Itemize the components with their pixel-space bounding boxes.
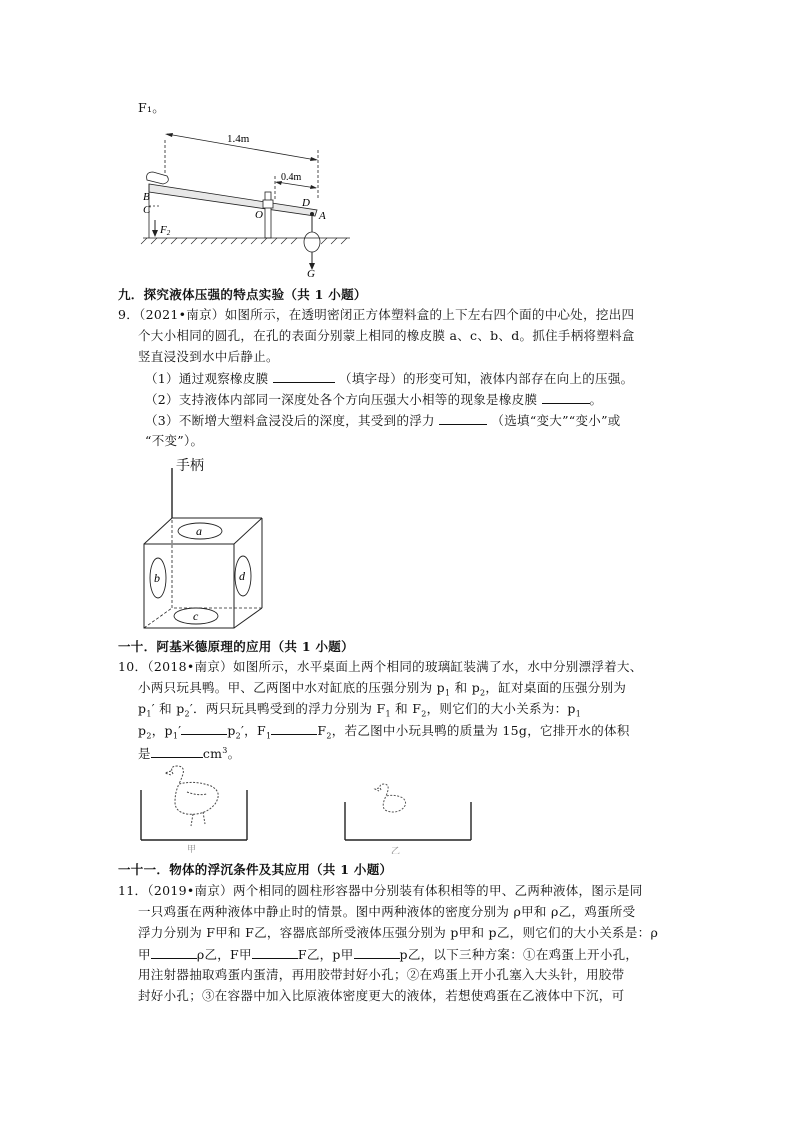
- handle-label: 手柄: [176, 458, 204, 474]
- section-9-heading: 九．探究液体压强的特点实验（共 1 小题）: [118, 287, 367, 302]
- q9-sub3-blank[interactable]: [439, 412, 487, 425]
- label-g: G: [307, 268, 315, 280]
- q11-line-6: 封好小孔；③在容器中加入比原液体密度更大的液体，若想使鸡蛋在乙液体中下沉，可: [138, 988, 625, 1003]
- label-a: A: [319, 210, 326, 222]
- q10-line-3: $p_1'$ 和 $p_2'$．两只玩具鸭受到的浮力分别为 $F_1$ 和 $F_2$，则它们的大小关系为：$p_1$: [138, 701, 582, 719]
- q11-line-3: 浮力分别为 F甲和 F乙，容器底部所受液体压强分别为 p甲和 p乙，则它们的大小关系是：ρ: [138, 925, 659, 940]
- q9-sub3-cont: “不变”）。: [145, 433, 204, 448]
- q9-sub2-blank[interactable]: [542, 391, 590, 404]
- q11-line-5: 用注射器抽取鸡蛋内蛋清，再用胶带封好小孔；②在鸡蛋上开小孔塞入大头针，用胶带: [138, 967, 625, 982]
- q10-line-1: 10．（2018•南京）如图所示，水平桌面上两个相同的玻璃缸装满了水，水中分别漂浮着大、: [118, 659, 643, 674]
- q11-line-4: 甲 ρ乙，F甲 F乙，p甲 p乙，以下三种方案：①在鸡蛋上开小孔，: [138, 947, 639, 962]
- q9-sub1-blank[interactable]: [273, 370, 335, 383]
- dim-short-label: 0.4m: [281, 172, 302, 183]
- small-duck-icon: [375, 784, 406, 812]
- duck-tanks-figure: [135, 762, 655, 854]
- label-d: D: [302, 197, 310, 209]
- membrane-b-label: b: [154, 571, 160, 585]
- q9-line-1: 9．（2021•南京）如图所示，在透明密闭正方体塑料盒的上下左右四个面的中心处，挖出四: [118, 307, 635, 322]
- q10-line-5: 是 $cm^3$。: [138, 746, 241, 762]
- q10-line-2: 小两只玩具鸭。甲、乙两图中水对缸底的压强分别为 $p_1$ 和 $p_2$，缸对桌面的压强分别为: [138, 680, 627, 698]
- big-duck-icon: [165, 766, 218, 826]
- q10-blank-volume[interactable]: [151, 745, 203, 758]
- q9-sub1: （1）通过观察橡皮膜 （填字母）的形变可知，液体内部存在向上的压强。: [145, 371, 634, 386]
- label-c: C: [143, 204, 151, 216]
- membrane-a-label: a: [196, 524, 202, 538]
- q10-blank-p[interactable]: [181, 722, 227, 735]
- q11-line-2: 一只鸡蛋在两种液体中静止时的情景。图中两种液体的密度分别为 ρ甲和 ρ乙，鸡蛋所受: [138, 904, 636, 919]
- q11-blank-pressure[interactable]: [354, 946, 400, 959]
- membrane-d-label: d: [239, 569, 245, 583]
- q10-blank-f[interactable]: [271, 722, 317, 735]
- top-fragment: F₁。: [138, 100, 166, 115]
- q10-line-4: $p_2$，$p_1'$ $p_2'$，$F_1$ $F_2$，若乙图中小玩具鸭的质量为 15g，它排开水的体积: [138, 723, 630, 741]
- q9-sub3: （3）不断增大塑料盒浸没后的深度，其受到的浮力 （选填“变大”“变小”或: [145, 413, 621, 428]
- q9-line-2: 个大小相同的圆孔，在孔的表面分别蒙上相同的橡皮膜 a、c、b、d。抓住手柄将塑料盒: [138, 328, 635, 343]
- dim-total-label: 1.4m: [227, 133, 250, 145]
- q9-sub2: （2）支持液体内部同一深度处各个方向压强大小相等的现象是橡皮膜 。: [145, 392, 603, 407]
- q9-line-3: 竖直浸没到水中后静止。: [138, 349, 279, 364]
- tank-label-left: 甲: [187, 844, 197, 854]
- q11-blank-density[interactable]: [151, 946, 197, 959]
- label-b: B: [143, 191, 150, 203]
- lever-figure: [135, 120, 365, 280]
- cube-figure: [140, 460, 280, 632]
- label-o: O: [255, 209, 263, 221]
- tank-label-right: 乙: [391, 846, 401, 854]
- section-10-heading: 一十．阿基米德原理的应用（共 1 小题）: [118, 639, 354, 654]
- q11-blank-force[interactable]: [252, 946, 298, 959]
- label-f2: F2: [160, 224, 171, 237]
- membrane-c-label: c: [193, 609, 199, 623]
- q11-line-1: 11．（2019•南京）两个相同的圆柱形容器中分别装有体积相等的甲、乙两种液体，图示是同: [118, 883, 643, 898]
- section-11-heading: 一十一．物体的浮沉条件及其应用（共 1 小题）: [118, 862, 393, 877]
